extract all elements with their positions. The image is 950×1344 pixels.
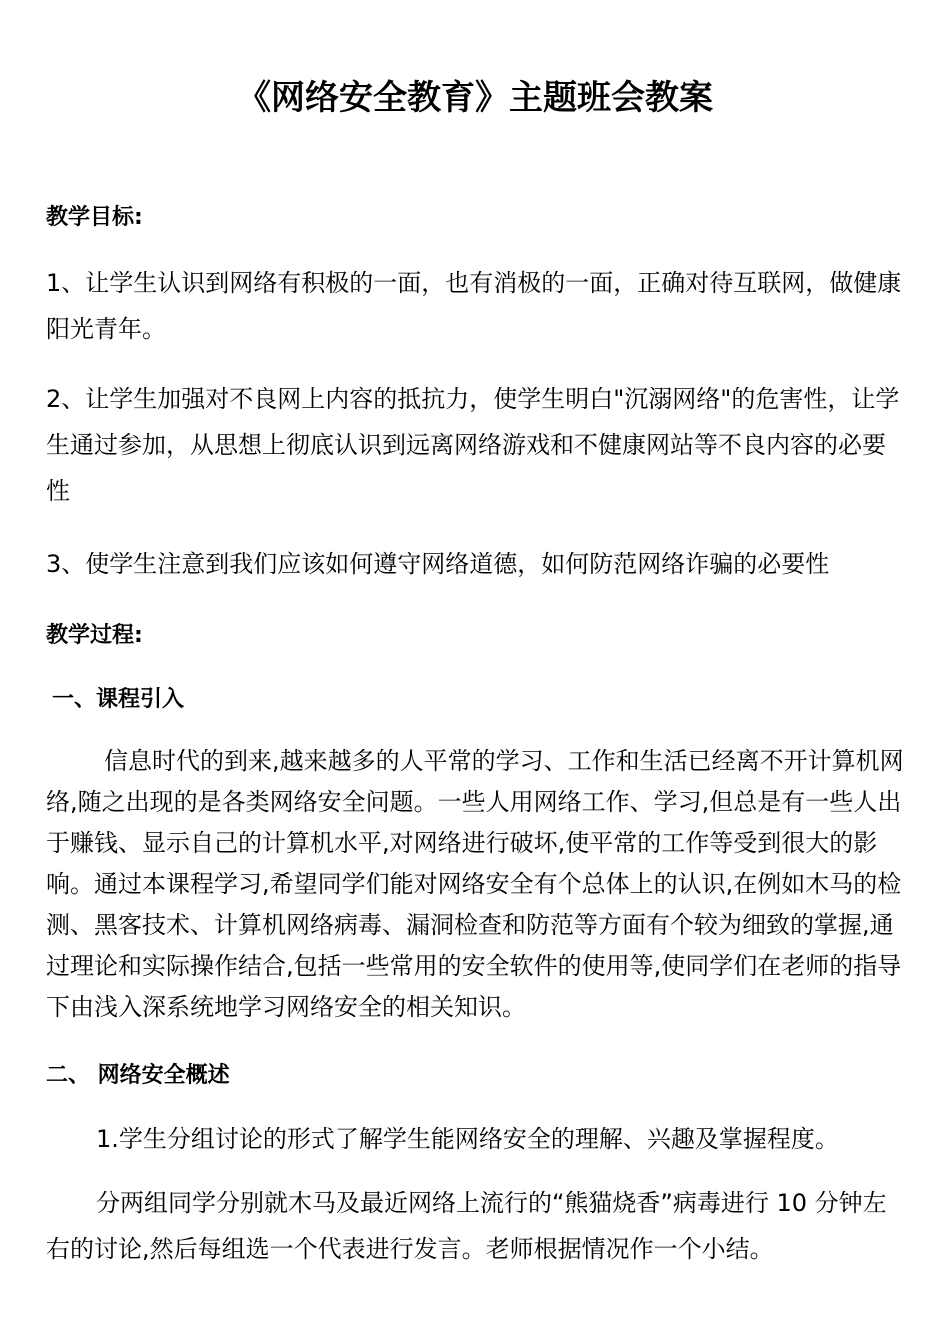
- goal-item-3: 3、使学生注意到我们应该如何遵守网络道德，如何防范网络诈骗的必要性: [46, 550, 830, 578]
- goals-heading: 教学目标:: [46, 205, 143, 230]
- document-title: 《网络安全教育》主题班会教案: [237, 78, 713, 118]
- section-2-item-2: 分两组同学分别就木马及最近网络上流行的“熊猫烧香”病毒进行 10 分钟左右的讨论,然后每组选一个代表进行发言。老师根据情况作一个小结。: [46, 1189, 887, 1263]
- section-1-paragraph: 信息时代的到来,越来越多的人平常的学习、工作和生活已经离不开计算机网络,随之出现的是各类网络安全问题。一些人用网络工作、学习,但总是有一些人出于赚钱、显示自己的计算机水平,对网络进行破坏,使平常的工作等受到很大的影响。通过本课程学习,希望同学们能对网络安全有个总体上的认识,在例如木马的检测、黑客技术、计算机网络病毒、漏洞检查和防范等方面有个较为细致的掌握,通过理论和实际操作结合,包括一些常用的安全软件的使用等,使同学们在老师的指导下由浅入深系统地学习网络安全的相关知识。: [46, 747, 904, 1021]
- section-1-heading: 一、课程引入: [52, 687, 185, 712]
- section-2-item-1: 1.学生分组讨论的形式了解学生能网络安全的理解、兴趣及掌握程度。: [96, 1125, 839, 1153]
- section-2-heading: 二、 网络安全概述: [46, 1063, 230, 1088]
- process-heading: 教学过程:: [46, 623, 143, 648]
- goal-item-2: 2、让学生加强对不良网上内容的抵抗力，使学生明白"沉溺网络"的危害性，让学生通过参加，从思想上彻底认识到远离网络游戏和不健康网站等不良内容的必要性: [46, 385, 900, 505]
- goal-item-1: 1、让学生认识到网络有积极的一面，也有消极的一面，正确对待互联网，做健康阳光青年。: [46, 269, 902, 343]
